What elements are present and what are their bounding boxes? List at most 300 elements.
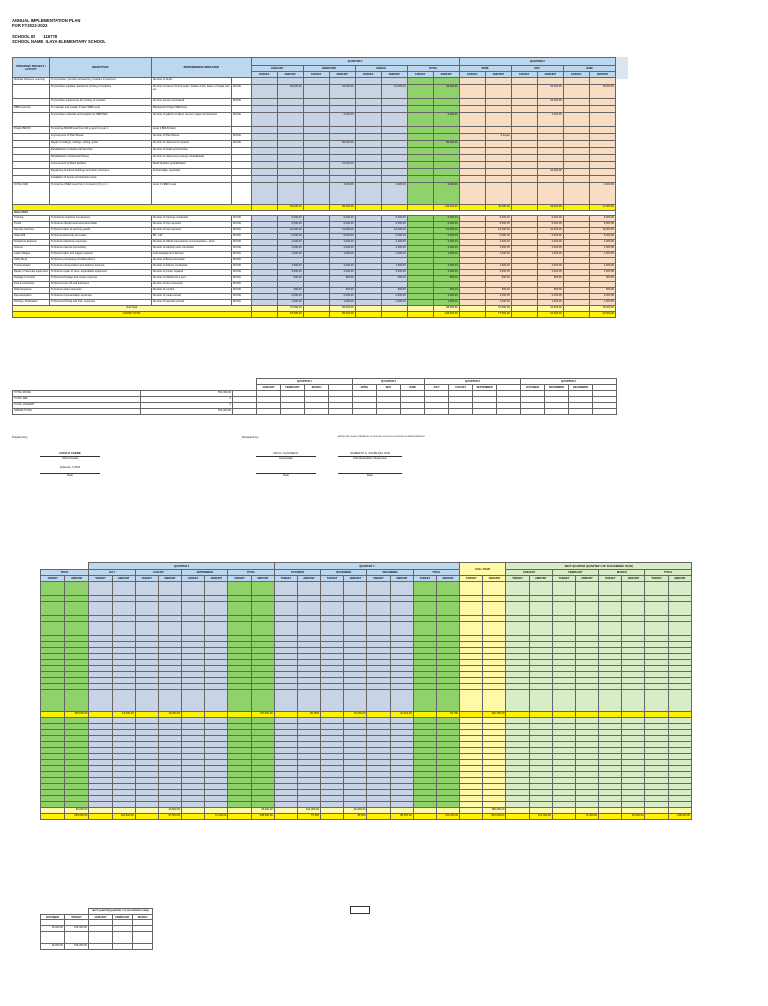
amount-cell: 1,000.00 [433, 300, 459, 306]
t2-amount-header: AMOUNT [575, 576, 598, 582]
amount-cell [589, 169, 615, 176]
mini-col: JANUARY [89, 915, 113, 920]
t2-cell [413, 622, 436, 636]
t2-amount-header: AMOUNT [297, 576, 320, 582]
t2-target-header: TARGET [599, 576, 622, 582]
objective-cell: Rehabilitation of Electrical Wiring [49, 155, 151, 162]
amount-cell: 1,000.00 [381, 252, 407, 258]
amount-cell [277, 176, 303, 183]
source-cell: MOOE [232, 141, 252, 148]
name-3: GILBERTO S. SOUBLINO, PhD [350, 451, 390, 455]
ppa-rows [13, 78, 616, 318]
source-cell: MOOE [232, 264, 252, 270]
t2-total-cell: 137,000.00 [251, 712, 274, 718]
target-cell [459, 106, 485, 113]
name-2: MAYO, CLAVINE M. [273, 451, 299, 455]
t2-target-header: TARGET [274, 576, 297, 582]
target-cell [459, 78, 485, 85]
t2-cell [297, 602, 320, 616]
month-header: MAY [511, 66, 563, 72]
amount-cell [329, 148, 355, 155]
t2-cell [668, 690, 691, 712]
target-cell [459, 127, 485, 134]
t2-cell [599, 622, 622, 636]
indicator-cell: Number of tarpaulin printed [151, 300, 231, 306]
t2-target-header: TARGET [321, 576, 344, 582]
table-row [13, 99, 616, 106]
program-cell: Internet [13, 246, 50, 252]
source-cell [232, 169, 252, 176]
amount-header: AMOUNT [381, 72, 407, 78]
summary-cell [233, 409, 257, 415]
amount-cell: 500.00 [485, 276, 511, 282]
amount-cell: 5,000.00 [277, 222, 303, 228]
date-label-2: Date [256, 473, 316, 478]
amount-cell: 500.00 [537, 288, 563, 294]
amount-cell: 500.00 [381, 288, 407, 294]
t2-cell [89, 602, 112, 616]
t2-target-header: TARGET [41, 576, 65, 582]
amount-cell [433, 169, 459, 176]
amount-header: AMOUNT [485, 72, 511, 78]
target-cell [355, 148, 381, 155]
mini-col: FEBRUARY [113, 915, 133, 920]
target-cell [303, 141, 329, 148]
t2-amount-header: AMOUNT [436, 576, 459, 582]
target-cell [303, 85, 329, 99]
amount-cell: 3,000.00 [485, 270, 511, 276]
table-row [13, 78, 616, 85]
target-cell [355, 85, 381, 99]
t2-cell [205, 690, 228, 712]
amount-cell: 2,000.00 [589, 294, 615, 300]
program-cell: Project BRUM [13, 127, 50, 134]
t2-month: JULY [89, 570, 135, 576]
amount-cell [485, 106, 511, 113]
amount-cell [433, 162, 459, 169]
t2-cell [228, 690, 251, 712]
t2-cell [321, 602, 344, 616]
school-id-label: SCHOOL ID [12, 34, 36, 39]
indicator-cell: Bill - kW [151, 234, 231, 240]
amount-cell [485, 127, 511, 134]
program-cell: Training [13, 216, 50, 222]
objective-cell: To finance Printing and Pub. expenses [49, 300, 151, 306]
target-cell [407, 113, 433, 127]
t2-cell [367, 622, 390, 636]
t2-cell [436, 622, 459, 636]
source-cell: MOOE [232, 282, 252, 288]
program-cell: Modular Distance Learning [13, 78, 50, 85]
approved-label: APPROVED IN ACCORDANCE OF THE SDS SCHOOLS DIVISION SUPERINTENDENT [338, 436, 425, 438]
t2-row [41, 582, 692, 596]
source-cell: MOOE [232, 99, 252, 106]
t2-target-header: TARGET [89, 576, 112, 582]
t2-cell [668, 622, 691, 636]
amount-cell: 1,000.00 [485, 300, 511, 306]
indicator-cell: Number of classrooms (wirings rehabilitated) [151, 155, 231, 162]
target-cell [251, 78, 277, 85]
target-cell [459, 113, 485, 127]
amount-cell: 500.00 [329, 276, 355, 282]
target-cell [563, 141, 589, 148]
objective-cell: To Enhance teachers competence [49, 216, 151, 222]
source-cell: MOOE [232, 134, 252, 141]
target-cell [407, 99, 433, 106]
amount-cell [277, 162, 303, 169]
amount-cell [589, 106, 615, 113]
total-row [13, 312, 616, 318]
amount-cell: 2,000.00 [485, 294, 511, 300]
amount-cell [589, 148, 615, 155]
amount-cell: 1,000.00 [277, 240, 303, 246]
summary-cell [281, 409, 305, 415]
summary-month: NOVEMBER [545, 385, 569, 391]
amount-cell: 500.00 [329, 288, 355, 294]
t2-cell [483, 602, 506, 616]
t2-total-cell: 18,7500 [297, 712, 320, 718]
amount-cell [277, 169, 303, 176]
t2-row [41, 622, 692, 636]
objective-cell: To finance labor of security guards [49, 228, 151, 234]
t2-cell [135, 602, 158, 616]
amount-cell: 5,000.00 [381, 216, 407, 222]
amount-cell: 2,000.00 [589, 183, 615, 205]
amount-cell: 1,000.00 [381, 240, 407, 246]
amount-cell [329, 99, 355, 106]
total-label: Sub Total [13, 306, 252, 312]
summary-cell [353, 409, 377, 415]
summary-q4: QUARTER 4 [521, 379, 617, 385]
t2-cell [228, 602, 251, 616]
indicator-cell: Number of Plant Boxes [151, 134, 231, 141]
target-cell [251, 155, 277, 162]
amount-cell: 5,000.00 [329, 222, 355, 228]
t2-total-cell: 78,000.00 [251, 808, 274, 814]
t2-cell [112, 582, 135, 596]
summary-month: FEBRUARY [281, 385, 305, 391]
mini-header: NEXT QUARTER(QUARTER 1 OF SUCCEEDING YEAR) [89, 909, 153, 915]
amount-cell: 5,000.00 [277, 234, 303, 240]
amount-cell [329, 106, 355, 113]
t2-cell [575, 602, 598, 616]
target-cell [303, 183, 329, 205]
t2-cell [344, 582, 367, 596]
summary-cell [425, 409, 449, 415]
summary-value: 0 [141, 403, 233, 409]
amount-cell: 3,000.00 [537, 270, 563, 276]
t2-cell [158, 690, 181, 712]
amount-cell: 2,000.00 [433, 294, 459, 300]
target-cell [563, 183, 589, 205]
target-cell [563, 99, 589, 106]
t2-target-header: TARGET [552, 576, 575, 582]
t2-cell [575, 622, 598, 636]
t2-cell [367, 582, 390, 596]
amount-cell [485, 155, 511, 162]
t2-total-cell: 16,500.00 [158, 808, 181, 814]
indicator-cell: School bldgs. repainted [151, 169, 231, 176]
amount-cell [433, 99, 459, 106]
amount-cell: 10,000.00 [329, 228, 355, 234]
amount-cell [589, 113, 615, 127]
annual-plan-table [12, 57, 628, 318]
summary-cell [329, 409, 353, 415]
objective-cell: Rehabilitation of desks and benches [49, 148, 151, 155]
amount-cell: 5,000.00 [537, 216, 563, 222]
amount-cell: 15,000.00 [537, 99, 563, 106]
t2-total-cell: 72,400.00 [575, 814, 598, 820]
target-cell [511, 141, 537, 148]
summary-value: 551,000.00 [141, 409, 233, 415]
t2-cell [390, 622, 413, 636]
t2-cell [182, 602, 205, 616]
amount-cell [381, 99, 407, 106]
t2-next-quarter: NEXT QUARTER (QUARTER 1 OF SUCCEEDING YEAR) [506, 563, 692, 570]
indicator-cell: Number of classrooms repaired [151, 141, 231, 148]
program-cell: Representation [13, 294, 50, 300]
signatory-1 [40, 452, 100, 477]
t2-cell [552, 602, 575, 616]
t2-cell [344, 690, 367, 712]
t2-cell [182, 690, 205, 712]
amount-cell: 500.00 [589, 288, 615, 294]
t2-total-cell: 238,600.00 [251, 814, 274, 820]
target-cell [407, 148, 433, 155]
amount-cell: 1,500.00 [485, 264, 511, 270]
t2-cell [89, 622, 112, 636]
total-cell: 37,500.00 [277, 306, 303, 312]
amount-cell [433, 148, 459, 155]
program-cell: Utility Bond [13, 258, 50, 264]
t2-cell [112, 622, 135, 636]
t2-cell [344, 622, 367, 636]
t2-cell [483, 622, 506, 636]
t2-cell [321, 690, 344, 712]
t2-target-header: TARGET [460, 576, 483, 582]
amount-cell [381, 127, 407, 134]
amount-cell: 45,000.00 [433, 85, 459, 99]
summary-value: 551,000.00 [141, 391, 233, 397]
objective-cell: To finance official travel and transmittals [49, 222, 151, 228]
total-cell: 64,500.00 [537, 312, 563, 318]
target-cell [251, 169, 277, 176]
objective-cell: Installation of fences and bamboo stops [49, 176, 151, 183]
summary-cell [449, 409, 473, 415]
objective-cell: To finance fuel, Oil and lubricants [49, 282, 151, 288]
target-cell [251, 113, 277, 127]
target-header: TARGET [407, 72, 433, 78]
table-row [13, 141, 616, 148]
source-cell: MOOE [232, 294, 252, 300]
summary-month: JANUARY [257, 385, 281, 391]
objective-cell: To purchase equipments for printing of modules [49, 99, 151, 106]
target-cell [563, 176, 589, 183]
t2-cell [65, 602, 89, 616]
total-cell: 98,500.00 [433, 306, 459, 312]
t2-cell [622, 622, 645, 636]
target-cell [251, 176, 277, 183]
total-cell: 248,000.00 [433, 312, 459, 318]
summary-month: JULY [425, 385, 449, 391]
target-cell [303, 148, 329, 155]
target-cell [407, 127, 433, 134]
amount-cell: 1,000.00 [537, 252, 563, 258]
role-3: Chief Education Supervisor [338, 456, 402, 461]
amount-cell [485, 113, 511, 127]
program-cell [13, 141, 50, 148]
t2-cell [205, 602, 228, 616]
amount-cell: 500.00 [277, 276, 303, 282]
target-cell [459, 134, 485, 141]
target-cell [563, 85, 589, 99]
t2-full-year: FULL YEAR [460, 563, 506, 576]
t2-target-header: TARGET [413, 576, 436, 582]
amount-cell [277, 127, 303, 134]
target-cell [407, 106, 433, 113]
amount-cell: 3,000.00 [329, 183, 355, 205]
amount-header: AMOUNT [537, 72, 563, 78]
program-cell: Transportation [13, 264, 50, 270]
program-cell: Printing / Publication [13, 300, 50, 306]
prepared-by-label: Prepared by: [12, 435, 29, 439]
t2-amount-header: AMOUNT [622, 576, 645, 582]
t2-cell [158, 582, 181, 596]
name-1: CONA P. FABRE [59, 451, 81, 455]
target-cell [511, 155, 537, 162]
indicator-cell: Number of official transactions/ communication - done [151, 240, 231, 246]
amount-header: AMOUNT [329, 72, 355, 78]
t2-total-cell: 16,000.00 [112, 712, 135, 718]
month-header: MARCH [355, 66, 407, 72]
target-header: TARGET [459, 72, 485, 78]
month-header: JUNE [563, 66, 615, 72]
target-cell [303, 127, 329, 134]
date-label-3: Date [338, 473, 402, 478]
t2-total-cell [89, 814, 112, 820]
mini-cell: 155,250.00 [65, 944, 89, 950]
objective-cell: Repainting of school buildings and other structures [49, 169, 151, 176]
t2-cell [413, 582, 436, 596]
t2-cell [622, 582, 645, 596]
amount-cell: 2,000.00 [381, 246, 407, 252]
source-cell [232, 176, 252, 183]
amount-cell: 5,000.00 [589, 234, 615, 240]
objective-cell: To finance telephone expenses [49, 240, 151, 246]
amount-cell: 5,000.00 [433, 222, 459, 228]
other-paps-label: Other PAPs [13, 211, 616, 216]
objective-cell: To maintain and sustain 3 stars SBM Level [49, 106, 151, 113]
role-2: Accountant [256, 456, 316, 461]
t2-cell [552, 582, 575, 596]
target-cell [355, 176, 381, 183]
summary-row [13, 409, 617, 415]
amount-cell [329, 169, 355, 176]
target-cell [355, 127, 381, 134]
t2-total-cell [367, 814, 390, 820]
summary-month: AUGUST [449, 385, 473, 391]
amount-cell [537, 134, 563, 141]
table-row [13, 162, 616, 169]
indicator-cell: Number of SLMs [151, 78, 231, 85]
subtotal-cell: 95,000.00 [329, 205, 355, 211]
amount-cell [589, 155, 615, 162]
t2-cell [367, 602, 390, 616]
amount-cell [329, 127, 355, 134]
amount-cell [537, 176, 563, 183]
target-cell [511, 176, 537, 183]
t2-total-cell: 238,900.00 [668, 814, 691, 820]
t2-target-header: TARGET [228, 576, 251, 582]
source-cell: MOOE [232, 246, 252, 252]
t2-row [41, 690, 692, 712]
amount-cell [277, 134, 303, 141]
amount-cell: 3,000.00 [433, 270, 459, 276]
t2-cell [413, 690, 436, 712]
indicator-cell: Maintained 3 Stars SBM level [151, 106, 231, 113]
amount-cell [589, 162, 615, 169]
target-cell [459, 176, 485, 183]
indicator-cell: Number of official forms sent [151, 276, 231, 282]
t2-cell [645, 690, 668, 712]
target-cell [407, 169, 433, 176]
total-cell: 87,500.00 [277, 312, 303, 318]
total-cell: 50,000.00 [329, 306, 355, 312]
program-cell [13, 113, 50, 127]
t2-cell [506, 622, 529, 636]
amount-cell: 5,000.00 [485, 216, 511, 222]
t2-cell [41, 602, 65, 616]
objective-cell: Improvement of Plant Boxes [49, 134, 151, 141]
amount-cell: 2,000.00 [485, 246, 511, 252]
source-cell: MOOE [232, 222, 252, 228]
t2-cell [390, 602, 413, 616]
t2-cell [89, 690, 112, 712]
source-cell [232, 106, 252, 113]
t2-cell [41, 582, 65, 596]
t2-cell [65, 582, 89, 596]
target-cell [303, 134, 329, 141]
amount-cell: 5,000.00 [381, 222, 407, 228]
amount-cell [381, 148, 407, 155]
amount-cell: 2,000.00 [381, 294, 407, 300]
amount-cell [485, 162, 511, 169]
amount-cell: 2,000.00 [537, 246, 563, 252]
summary-table [12, 378, 617, 415]
t2-quarter3: QUARTER 3 [89, 563, 274, 570]
amount-cell: 2,000.00 [329, 246, 355, 252]
target-cell [563, 148, 589, 155]
target-header: TARGET [303, 72, 329, 78]
amount-cell: 500.00 [277, 288, 303, 294]
amount-cell [589, 134, 615, 141]
t2-cell [668, 582, 691, 596]
t2-cell [182, 622, 205, 636]
source-cell [232, 148, 252, 155]
program-cell: Water Bill [13, 234, 50, 240]
amount-cell [485, 183, 511, 205]
target-cell [563, 169, 589, 176]
amount-cell: 1,000.00 [329, 252, 355, 258]
program-cell: Travel [13, 222, 50, 228]
amount-cell: 4,000.00 [537, 113, 563, 127]
amount-cell: 6 boxes [485, 134, 511, 141]
t2-total-cell [182, 814, 205, 820]
amount-cell [381, 113, 407, 127]
t2-cell [460, 602, 483, 616]
amount-cell: 1,500.00 [329, 264, 355, 270]
t2-month: TOTAL [645, 570, 692, 576]
